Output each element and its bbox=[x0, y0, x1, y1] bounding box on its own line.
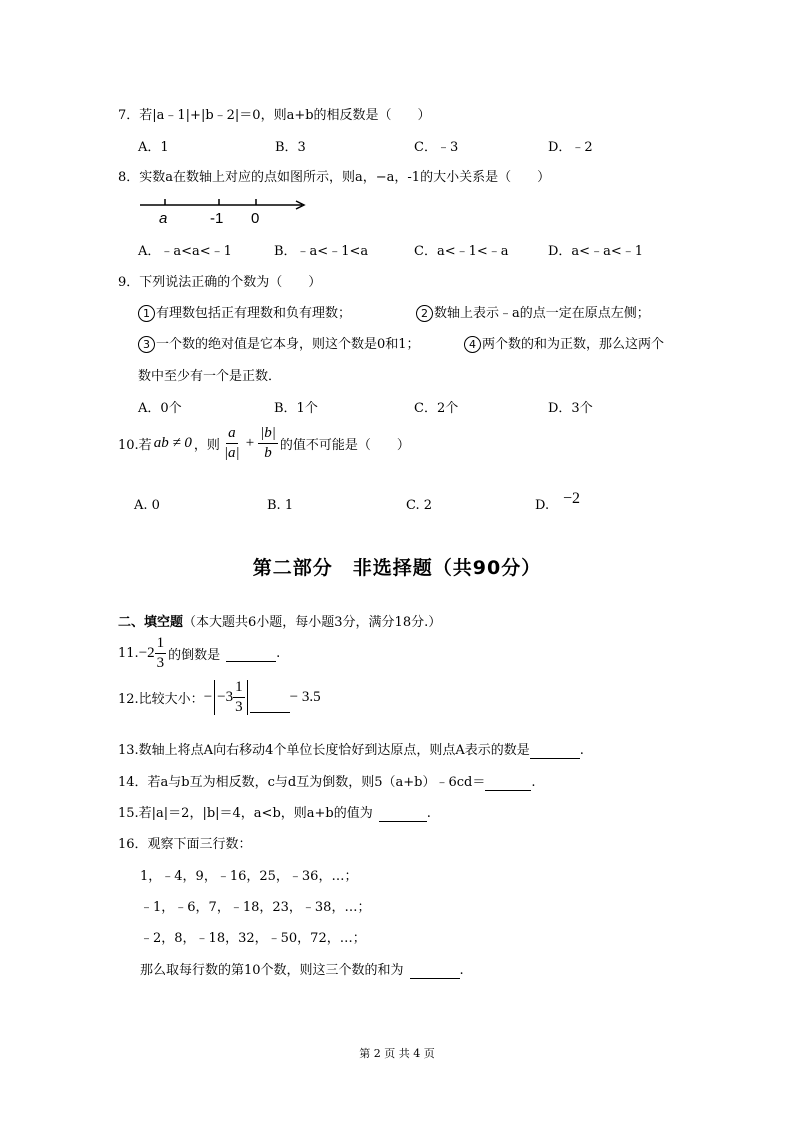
q10-option-a: A. 0 bbox=[134, 498, 160, 513]
q10-option-d-value: −2 bbox=[563, 490, 581, 507]
q16-conclusion-text: 那么取每行数的第10个数，则这三个数的和为 bbox=[140, 963, 404, 978]
section2-note: （本大题共6小题，每小题3分，满分18分.） bbox=[183, 615, 442, 630]
q11-prefix: 11. bbox=[118, 646, 139, 661]
q16-stem: 16．观察下面三行数： bbox=[118, 837, 252, 852]
q13 bbox=[118, 739, 584, 759]
q9-option-a: A．0个 bbox=[138, 401, 182, 416]
q9-option-c: C．2个 bbox=[414, 401, 459, 416]
q7-option-b: B．3 bbox=[275, 140, 306, 155]
q10-frac2-numerator: |b| bbox=[258, 426, 278, 444]
q7-option-d: D．﹣2 bbox=[548, 140, 593, 155]
q11-numerator: 1 bbox=[155, 636, 167, 654]
q14 bbox=[118, 771, 535, 791]
q11-fraction bbox=[155, 636, 167, 671]
q10-option-d: D. bbox=[535, 498, 550, 513]
q15 bbox=[118, 802, 431, 822]
axis-label-zero: 0 bbox=[251, 210, 260, 227]
q8-option-b: B．﹣a<﹣1<a bbox=[274, 244, 369, 259]
q12-fraction bbox=[233, 680, 245, 715]
circled-number-4: 4 bbox=[464, 336, 481, 353]
q16-answer-blank[interactable] bbox=[410, 963, 460, 979]
q10-frac2-denominator: b bbox=[264, 445, 272, 461]
q12-denominator: 3 bbox=[235, 699, 243, 715]
q12-abs-value bbox=[214, 680, 247, 715]
q9-item-3-text: 一个数的绝对值是它本身，则这个数是0和1； bbox=[156, 337, 420, 352]
number-line-figure bbox=[138, 192, 310, 228]
q13-text: 13.数轴上将点A向右移动4个单位长度恰好到达原点，则点A表示的数是 bbox=[118, 743, 530, 758]
q12-prefix: 12.比较大小： bbox=[118, 692, 204, 707]
q7-option-a: A．1 bbox=[138, 140, 169, 155]
q10-mid: ，则 bbox=[193, 438, 220, 453]
q10-fraction-2 bbox=[258, 426, 278, 461]
q10-suffix: 的值不可能是（ ） bbox=[279, 438, 410, 453]
q10-frac1-numerator: a bbox=[226, 426, 238, 444]
q13-answer-blank[interactable] bbox=[530, 743, 580, 759]
q8-option-a: A．﹣a<a<﹣1 bbox=[138, 244, 232, 259]
q10-condition: ab ≠ 0 bbox=[153, 435, 192, 451]
q12 bbox=[118, 680, 321, 715]
q8-option-d: D．a<﹣a<﹣1 bbox=[548, 244, 643, 259]
q12-answer-blank[interactable] bbox=[250, 697, 290, 713]
q15-answer-blank[interactable] bbox=[379, 806, 427, 822]
q10-prefix: 10.若 bbox=[118, 438, 152, 453]
q10-plus: + bbox=[245, 435, 255, 451]
q10-option-c: C. 2 bbox=[406, 498, 433, 513]
q10-frac1-denominator: |a| bbox=[223, 445, 240, 461]
q9-option-d: D．3个 bbox=[548, 401, 593, 416]
q16-row-1: 1，﹣4，9，﹣16，25，﹣36，…； bbox=[140, 869, 358, 884]
circled-number-3: 3 bbox=[138, 336, 155, 353]
q8-option-c: C．a<﹣1<﹣a bbox=[414, 244, 509, 259]
page-footer: 第 2 页 共 4 页 bbox=[359, 1047, 435, 1060]
q9-continuation: 数中至少有一个是正数． bbox=[138, 369, 282, 384]
q11 bbox=[118, 636, 280, 671]
q15-text: 15.若|a|＝2，|b|＝4，a<b，则a+b的值为 bbox=[118, 806, 373, 821]
q9-item-1 bbox=[138, 302, 351, 322]
section2-heading bbox=[118, 611, 441, 630]
q14-text: 14．若a与b互为相反数，c与d互为倒数，则5（a+b）﹣6cd＝ bbox=[118, 775, 486, 790]
q10-stem bbox=[118, 426, 410, 461]
q9-item-2-text: 数轴上表示﹣a的点一定在原点左侧； bbox=[434, 306, 650, 321]
q9-item-2 bbox=[416, 302, 650, 322]
q9-option-b: B．1个 bbox=[274, 401, 318, 416]
q16-end: . bbox=[459, 963, 464, 978]
axis-label-a: a bbox=[159, 210, 168, 227]
q11-end: . bbox=[276, 646, 281, 661]
q9-item-4-text: 两个数的和为正数，那么这两个 bbox=[482, 337, 665, 352]
q9-item-1-text: 有理数包括正有理数和负有理数； bbox=[156, 306, 352, 321]
q16-row-3: ﹣2，8，﹣18，32，﹣50，72，…； bbox=[140, 931, 366, 946]
q10-option-b: B. 1 bbox=[267, 498, 294, 513]
part2-title: 第二部分 非选择题（共90分） bbox=[252, 557, 542, 579]
q11-suffix: 的倒数是 bbox=[168, 648, 221, 663]
q15-end: . bbox=[426, 806, 431, 821]
circled-number-2: 2 bbox=[416, 305, 433, 322]
q13-end: . bbox=[579, 743, 584, 758]
q12-negative-sign: − bbox=[203, 689, 213, 705]
q14-end: . bbox=[531, 775, 536, 790]
q7-option-c: C．﹣3 bbox=[414, 140, 459, 155]
q11-answer-blank[interactable] bbox=[226, 646, 276, 662]
q16-row-2: ﹣1，﹣6，7，﹣18，23，﹣38，…； bbox=[140, 900, 371, 915]
q9-stem: 9．下列说法正确的个数为（ ） bbox=[118, 275, 322, 290]
q9-item-4 bbox=[464, 333, 664, 353]
q12-whole: −3 bbox=[217, 689, 234, 705]
q12-right: − 3.5 bbox=[289, 689, 321, 705]
q14-answer-blank[interactable] bbox=[485, 775, 531, 791]
q9-item-3 bbox=[138, 333, 420, 353]
axis-label-minus-one: -1 bbox=[210, 210, 224, 227]
q10-fraction-1 bbox=[222, 426, 242, 461]
q11-denominator: 3 bbox=[156, 655, 165, 671]
q7-stem: 7．若|a﹣1|+|b﹣2|＝0，则a+b的相反数是（ ） bbox=[118, 108, 431, 123]
circled-number-1: 1 bbox=[138, 305, 155, 322]
q16-conclusion bbox=[140, 959, 464, 979]
section2-title: 二、填空题 bbox=[118, 615, 184, 630]
q8-stem: 8．实数a在数轴上对应的点如图所示，则a，−a，-1的大小关系是（ ） bbox=[118, 170, 551, 185]
q12-numerator: 1 bbox=[233, 680, 245, 698]
q11-whole: −2 bbox=[138, 645, 155, 661]
